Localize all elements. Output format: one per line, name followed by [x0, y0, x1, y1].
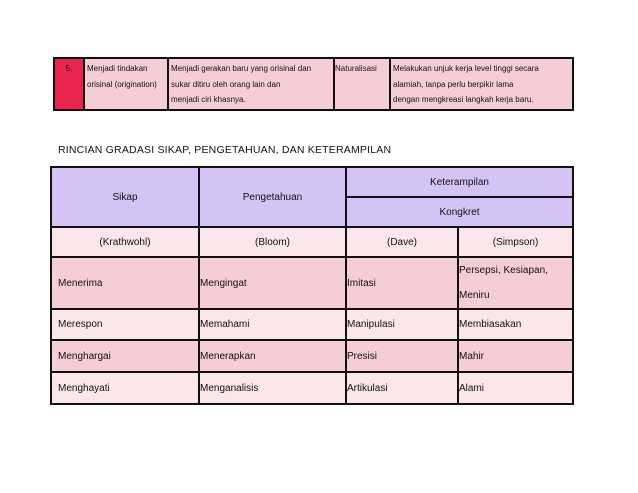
cell-simpson: Mahir	[458, 340, 573, 372]
row-number: 5.	[65, 64, 73, 73]
header-kongkret: Kongkret	[346, 197, 573, 227]
performance-line-2: alamiah, tanpa perlu berpikir lama	[393, 79, 514, 89]
table-row	[51, 372, 573, 404]
activity-line-2: orisinal (origination)	[87, 79, 157, 89]
table-row	[51, 309, 573, 340]
header-pengetahuan: Pengetahuan	[199, 167, 346, 227]
header-row-1	[51, 167, 573, 197]
subheader-bloom: (Bloom)	[199, 227, 346, 257]
description-line-1: Menjadi gerakan baru yang orisinal dan	[171, 64, 312, 73]
simpson-line-1: Persepsi, Kesiapan,	[459, 265, 548, 276]
cell-pengetahuan: Memahami	[199, 309, 346, 340]
simpson-line-2: Meniru	[459, 290, 490, 301]
header-sikap: Sikap	[51, 167, 199, 227]
description-line-2: sukar ditiru oleh orang lain dan	[171, 79, 281, 89]
cell-sikap: Menerima	[51, 257, 199, 309]
performance-line-3: dengan mengkreasi langkah kerja baru.	[393, 95, 534, 104]
level-cell	[334, 58, 390, 110]
cell-dave: Imitasi	[346, 257, 458, 309]
gradation-table	[50, 166, 574, 405]
cell-sikap: Menghargai	[51, 340, 199, 372]
subheader-simpson: (Simpson)	[458, 227, 573, 257]
table-row	[51, 340, 573, 372]
subheader-dave: (Dave)	[346, 227, 458, 257]
activity-cell	[84, 58, 168, 110]
level-label: Naturalisasi	[335, 64, 377, 73]
subheader-krathwohl: (Krathwohl)	[51, 227, 199, 257]
activity-line-1: Menjadi tindakan	[87, 64, 148, 73]
cell-dave: Artikulasi	[346, 372, 458, 404]
cell-sikap: Menghayati	[51, 372, 199, 404]
cell-pengetahuan: Menerapkan	[199, 340, 346, 372]
cell-simpson: Alami	[458, 372, 573, 404]
cell-dave: Presisi	[346, 340, 458, 372]
table-row	[54, 58, 573, 110]
row-number-cell	[54, 58, 84, 110]
header-keterampilan: Keterampilan	[346, 167, 573, 197]
cell-pengetahuan: Mengingat	[199, 257, 346, 309]
cell-sikap: Merespon	[51, 309, 199, 340]
cell-dave: Manipulasi	[346, 309, 458, 340]
cell-simpson: Membiasakan	[458, 309, 573, 340]
cell-simpson	[458, 257, 573, 309]
subheader-row	[51, 227, 573, 257]
cell-pengetahuan: Menganalisis	[199, 372, 346, 404]
performance-line-1: Melakukan unjuk kerja level tinggi secara	[393, 64, 539, 73]
section-title: RINCIAN GRADASI SIKAP, PENGETAHUAN, DAN KETERAMPILAN	[58, 144, 392, 156]
top-table	[53, 57, 574, 111]
description-line-3: menjadi ciri khasnya.	[171, 95, 246, 104]
performance-cell	[390, 58, 573, 110]
table-row	[51, 257, 573, 309]
description-cell	[168, 58, 334, 110]
